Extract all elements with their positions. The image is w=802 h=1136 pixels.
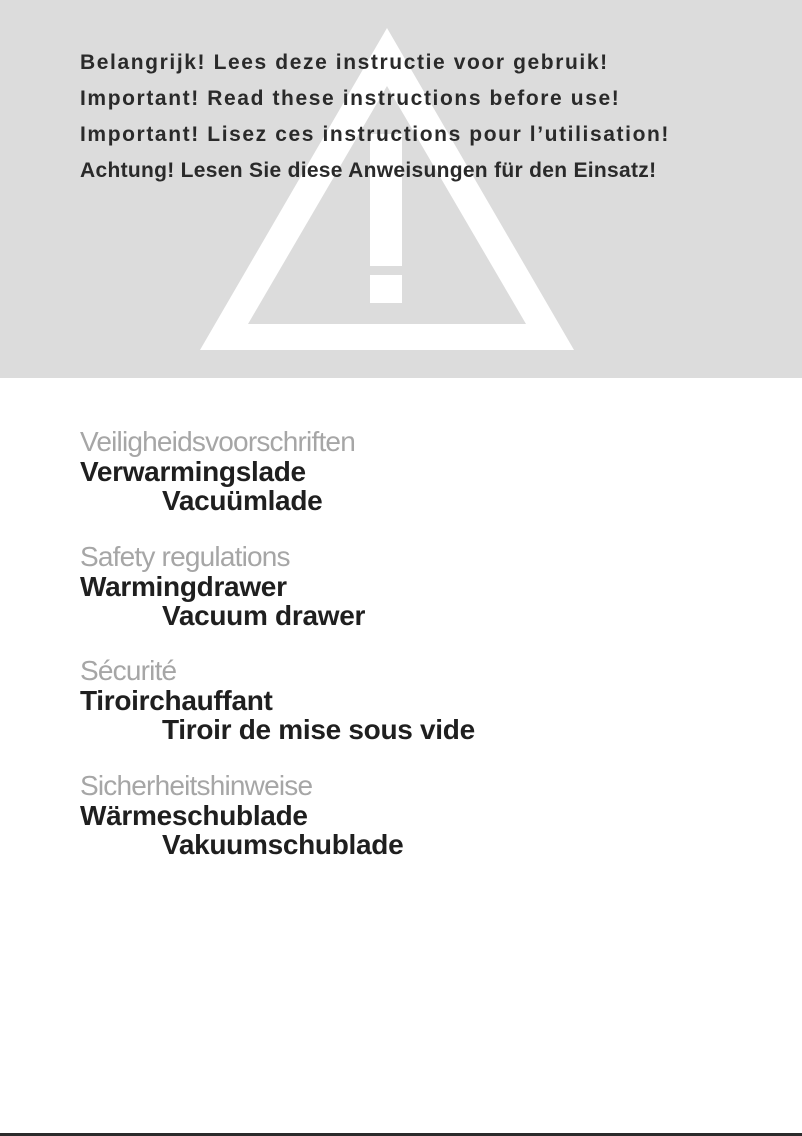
product-subtitle: Vacuümlade <box>162 485 323 516</box>
section-subtitle: Sécurité <box>80 655 177 686</box>
section-french <box>80 656 780 771</box>
warning-text: Read these instructions before use! <box>199 87 621 110</box>
section-subtitle: Sicherheitshinweise <box>80 769 313 801</box>
warning-lead: Achtung! <box>80 159 175 182</box>
product-subtitle: Vakuumschublade <box>162 828 404 860</box>
product-title: Verwarmingslade <box>80 456 306 487</box>
warning-list <box>80 50 780 194</box>
product-title: Tiroirchauffant <box>80 685 273 716</box>
product-title: Warmingdrawer <box>80 570 287 602</box>
section-subtitle: Veiligheidsvoorschriften <box>80 426 355 457</box>
title-list <box>80 427 780 885</box>
section-english <box>80 542 780 657</box>
warning-lead: Important! <box>80 87 200 110</box>
section-german <box>80 771 780 886</box>
warning-line-french <box>80 122 780 158</box>
warning-text: Lisez ces instructions pour l’utilisation! <box>199 123 671 146</box>
warning-text: Lees deze instructie voor gebruik! <box>206 51 609 74</box>
section-subtitle: Safety regulations <box>80 540 290 572</box>
warning-line-german <box>80 158 780 194</box>
section-dutch <box>80 427 780 542</box>
warning-line-english <box>80 86 780 122</box>
product-subtitle: Vacuum drawer <box>162 599 366 631</box>
warning-lead: Belangrijk! <box>80 51 207 74</box>
warning-lead: Important! <box>80 123 200 146</box>
product-title: Wärmeschublade <box>80 799 308 831</box>
warning-banner <box>0 0 802 378</box>
product-subtitle: Tiroir de mise sous vide <box>162 714 475 745</box>
warning-text: Lesen Sie diese Anweisungen für den Einsatz! <box>174 159 657 182</box>
warning-line-dutch <box>80 50 780 86</box>
